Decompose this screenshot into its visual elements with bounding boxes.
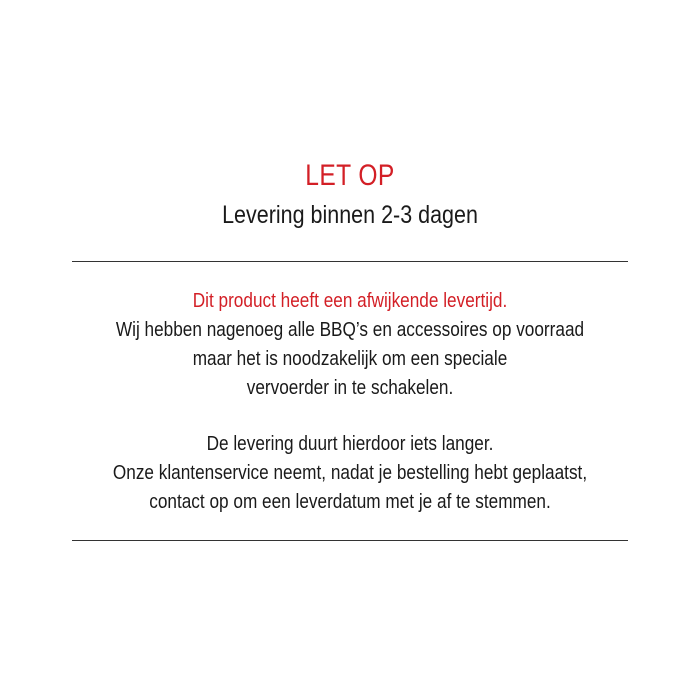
paragraph-1-line: maar het is noodzakelijk om een speciale [192,348,508,370]
notice-paragraph-2 [0,430,700,517]
paragraph-1-line: Wij hebben nagenoeg alle BBQ’s en accessoires op voorraad [115,319,585,341]
paragraph-1-line: vervoerder in te schakelen. [246,377,454,399]
paragraph-2-line: contact op om een leverdatum met je af te stemmen. [149,491,551,513]
paragraph-2-line: Onze klantenservice neemt, nadat je bestelling hebt geplaatst, [112,462,588,484]
notice-subtitle: Levering binnen 2-3 dagen [222,201,478,229]
lead-time-highlight: Dit product heeft een afwijkende levertijd. [192,290,508,312]
paragraph-2-line: De levering duurt hierdoor iets langer. [206,433,494,455]
notice-paragraph-1 [0,287,700,403]
top-divider [72,261,628,262]
notice-title: LET OP [305,159,395,192]
bottom-divider [72,540,628,541]
